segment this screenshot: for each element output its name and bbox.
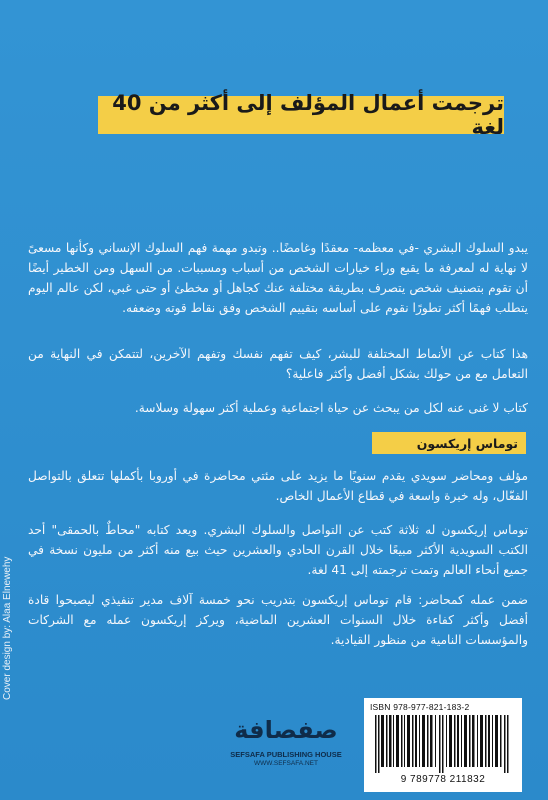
translation-banner bbox=[98, 91, 504, 139]
isbn-label: ISBN 978-977-821-183-2 bbox=[370, 702, 470, 712]
description-paragraph-3: كتاب لا غنى عنه لكل من يبحث عن حياة اجتماعية وعملية أكثر سهولة وسلاسة. bbox=[134, 401, 528, 415]
translation-banner-text: ترجمت أعمال المؤلف إلى أكثر من 40 لغة bbox=[112, 91, 504, 139]
publisher-name: SEFSAFA PUBLISHING HOUSE bbox=[230, 750, 342, 759]
publisher-logo-icon bbox=[234, 712, 338, 748]
author-name-text: توماس إريكسون bbox=[416, 435, 518, 451]
author-bio-paragraph-3: ضمن عمله كمحاضر: قام توماس إريكسون بتدريب نحو خمسة آلاف مدير تنفيذي ليصبحوا قادة أفضل وأكثر كفاءة خلال السنوات العشرين الماضية، ويركز إريكسون عمله مع الشركات والمؤسسات النامية من منظور القيادية. bbox=[28, 593, 528, 647]
author-name-label bbox=[372, 432, 526, 454]
author-bio-paragraph-2: توماس إريكسون له ثلاثة كتب عن التواصل والسلوك البشري. ويعد كتابه "محاطٌ بالحمقى" أحد الكتب السويدية الأكثر مبيعًا خلال القرن الحادي والعشرين حيث بيع منه أكثر من مليون نسخة في جميع أنحاء العالم وتمت ترجمته إلى 41 لغة. bbox=[28, 523, 528, 577]
publisher-url: WWW.SEFSAFA.NET bbox=[254, 760, 318, 767]
description-paragraph-2: هذا كتاب عن الأنماط المختلفة للبشر، كيف تفهم نفسك وتفهم الآخرين، لتتمكن في النهاية من التعامل مع من حولك بشكل أفضل وأكثر فاعلية؟ bbox=[28, 347, 528, 381]
isbn-barcode bbox=[364, 698, 522, 792]
description-paragraph-1: يبدو السلوك البشري -في معظمه- معقدًا وغامضًا.. وتبدو مهمة فهم السلوك الإنساني وكأنها مسعىً لا نهاية له لمعرفة ما يقبع وراء خيارات الشخص من أسباب ومسببات. من السهل ومن الخطير أيضًا أن تقوم بتصنيف شخص يتصرف بطريقة مختلفة عنك كجاهل أو مخطئ أو حتى غبي، لكن عالم اليوم يتطلب فهمًا أكثر تطورًا نقوم على أساسه بتقييم الشخص وفق نقاط قوته وضعفه. bbox=[28, 241, 528, 315]
barcode-bars-icon bbox=[373, 715, 513, 773]
author-bio-paragraph-1: مؤلف ومحاضر سويدي يقدم سنويًا ما يزيد على مئتي محاضرة في أوروبا بأكملها تتعلق بالتواصل الفعّال، وله خبرة واسعة في قطاع الأعمال الخاص. bbox=[28, 469, 528, 503]
barcode-digits: 9 789778 211832 bbox=[400, 774, 486, 785]
publisher-block bbox=[226, 712, 346, 782]
cover-design-credit: Cover design by: Alaa Elnewehy bbox=[2, 556, 13, 700]
publisher-logo-text: صفصافة bbox=[234, 716, 338, 744]
